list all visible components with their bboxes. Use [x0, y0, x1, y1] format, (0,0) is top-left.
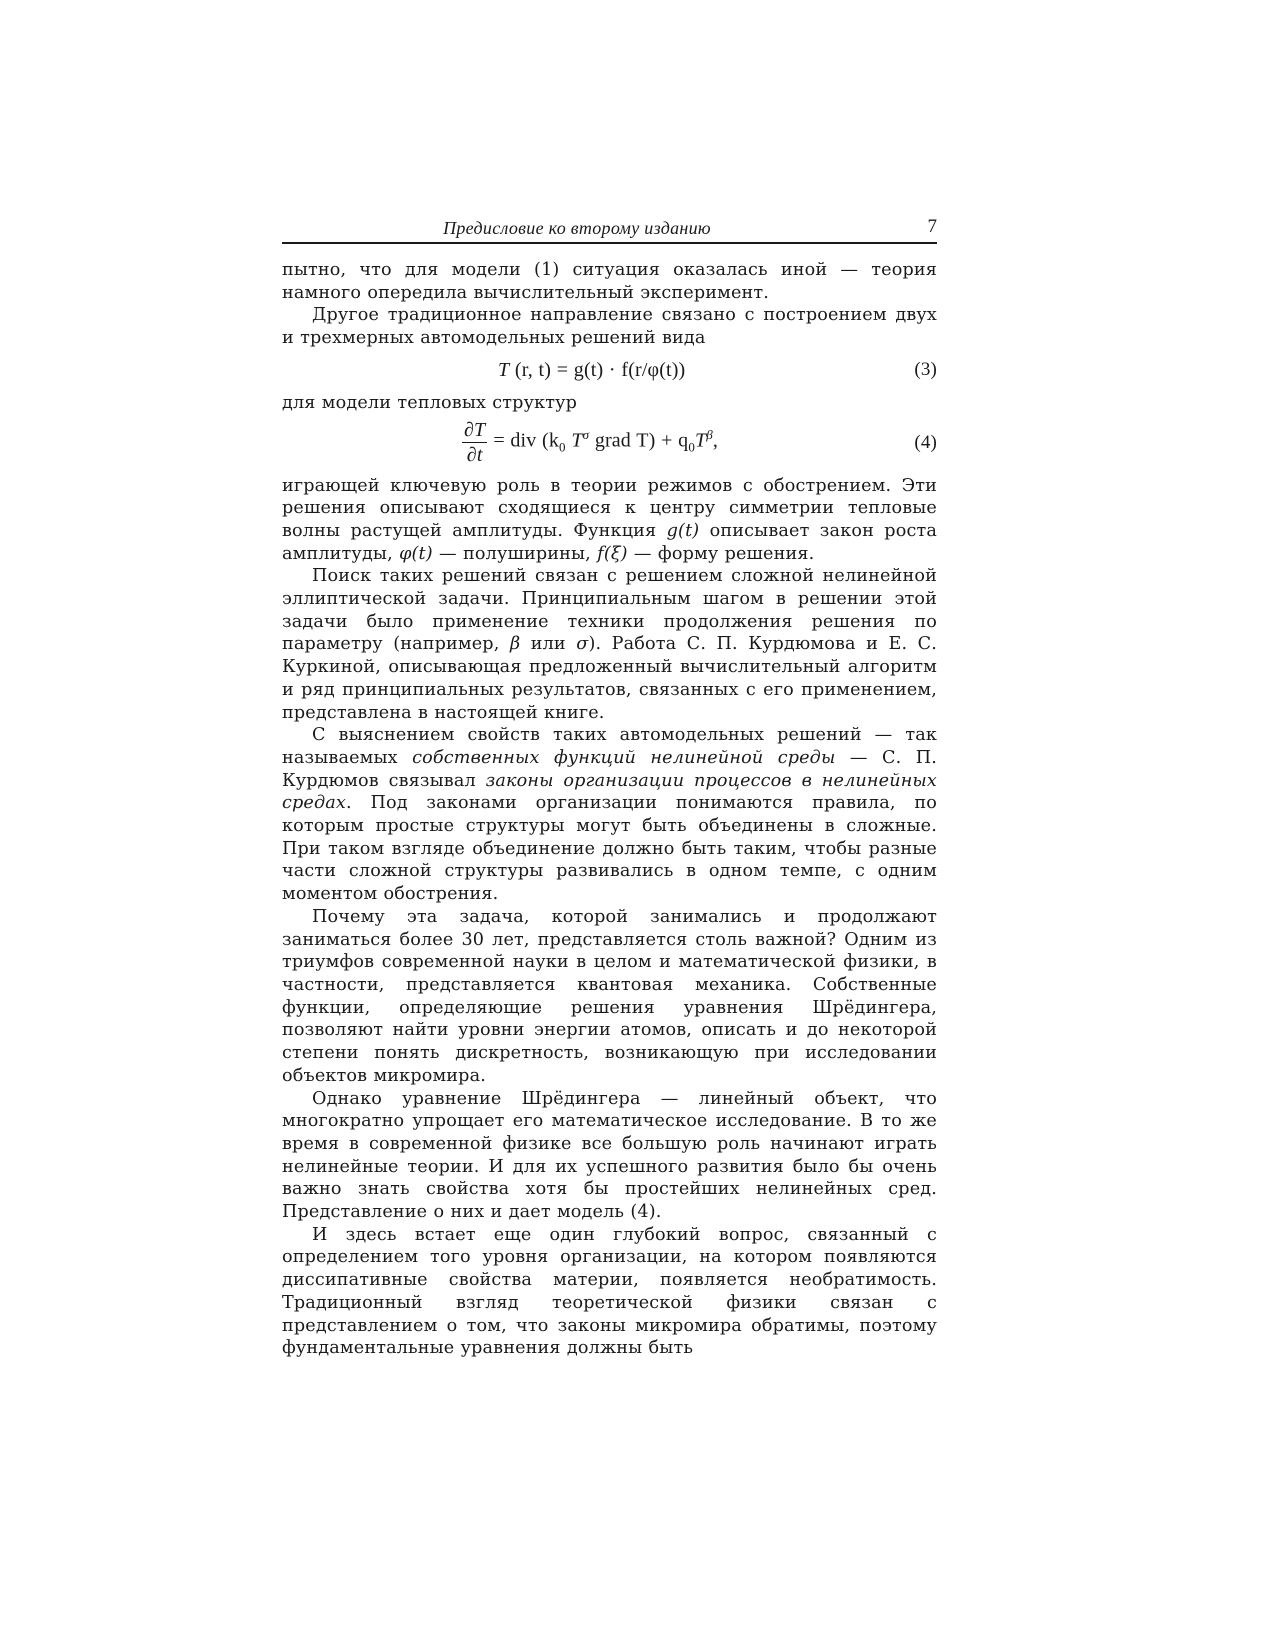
eq3-rhs: = g(t) · f(r/φ(t)): [551, 358, 686, 381]
paragraph-8: Однако уравнение Шрёдингера — линейный объект, что многократно упрощает его математическое исследование. В то же время в современной физике все большую роль начинают играть нелинейные теории. И для их успешного развития было бы очень важно знать свойства хотя бы простейших нелинейных сред. Представление о них и дает модель (4).: [282, 1088, 937, 1223]
equation-4-expression: [462, 419, 718, 466]
paragraph-6-text-b: — С. П. Курдюмов связывал: [282, 747, 937, 791]
eq4-rhs-t: T: [565, 429, 583, 452]
paragraph-4-g: g(t): [666, 520, 700, 541]
equation-3-number: (3): [914, 358, 937, 380]
paragraph-4-f: f(ξ): [597, 543, 628, 564]
eq4-comma: ,: [712, 429, 719, 452]
paragraph-2: Другое традиционное направление связано с построением двух и трехмерных автомодельных решений вида: [282, 305, 937, 349]
book-page: [282, 0, 937, 1651]
eq4-beta-exponent: β: [706, 427, 713, 443]
paragraph-3: для модели тепловых структур: [282, 392, 578, 413]
paragraph-6-text-a: С выяснением свойств таких автомодельных решений — так называемых: [282, 725, 937, 768]
equation-3: [282, 350, 937, 392]
equation-4-number: (4): [914, 431, 937, 453]
paragraph-5-text-a: Поиск таких решений связан с решением сложной нелинейной эллиптической задачи. Принципиальным шагом в решении этой задачи было применение техники продолжения решения по параметру (например,: [282, 566, 937, 655]
paragraph-6-emphasis-2: законы организации процессов в нелинейных средах: [282, 770, 937, 814]
running-header: [282, 216, 937, 244]
paragraph-6: [282, 724, 937, 906]
eq4-sigma-exponent: σ: [582, 427, 590, 443]
paragraph-5-beta: β: [509, 634, 521, 655]
eq3-lhs-t: T: [498, 358, 510, 381]
paragraph-9: И здесь встает еще один глубокий вопрос, связанный с определением того уровня организации, на котором появляются диссипативные свойства материи, появляется необратимость. Традиционный взгляд теоретической физики связан с представлением о том, что законы микромира обратимы, поэтому фундаментальные уравнения должны быть: [282, 1224, 937, 1359]
paragraph-7: Почему эта задача, которой занимались и продолжают заниматься более 30 лет, представляется столь важной? Одним из триумфов современной науки в целом и математической физики, в частности, представляется квантовая механика. Собственные функции, определяющие решения уравнения Шрёдингера, позволяют найти уровни энергии атомов, описать и до некоторой степени понять дискретность, возникающую при исследовании объектов микромира.: [282, 906, 937, 1086]
equation-4: [282, 415, 937, 475]
paragraph-4-text-b: описывает закон роста амплитуды,: [282, 520, 937, 564]
paragraph-1: пытно, что для модели (1) ситуация оказалась иной — теория намного опередила вычислительный эксперимент.: [282, 260, 937, 303]
eq4-rhs-grad: grad T) + q: [589, 429, 689, 452]
paragraph-6-text-c: . Под законами организации понимаются правила, по которым простые структуры могут быть объединены в сложные. При таком взгляде объединение должно быть таким, чтобы разные части сложной структуры развивались в одном темпе, с одним моментом обострения.: [282, 793, 937, 905]
eq4-fraction-numerator: ∂T: [464, 418, 486, 441]
running-title: Предисловие ко второму изданию: [443, 218, 711, 238]
paragraph-4: [282, 475, 937, 566]
equation-3-expression: [498, 359, 685, 382]
eq3-lhs-args: (r, t): [509, 358, 552, 381]
eq4-fraction: [462, 419, 487, 466]
paragraph-4-text-a: играющей ключевую роль в теории режимов с обострением. Эти решения описывают сходящиеся к центру симметрии тепловые волны растущей амплитуды. Функция: [282, 475, 937, 541]
paragraph-4-text-d: — форму решения.: [627, 543, 815, 564]
paragraph-5-or: или: [520, 634, 577, 655]
eq4-k-subscript: 0: [559, 439, 566, 455]
paragraph-4-phi: φ(t): [399, 543, 433, 564]
paragraph-5: [282, 565, 937, 724]
body-text: [282, 259, 937, 1360]
eq4-rhs-div: = div (k: [493, 429, 560, 452]
paragraph-6-emphasis-1: собственных функций нелинейной среды: [412, 747, 836, 768]
eq4-rhs: [493, 424, 718, 459]
eq4-fraction-denominator: ∂t: [466, 443, 483, 466]
paragraph-5-text-b: ). Работа С. П. Курдюмова и Е. С. Куркиной, описывающая предложенный вычислительный алгоритм и ряд принципиальных результатов, связанных с его применением, представлена в настоящей книге.: [282, 634, 937, 723]
eq4-rhs-t2: T: [694, 429, 707, 452]
eq4-q-subscript: 0: [688, 439, 695, 455]
page-number: 7: [927, 216, 937, 237]
paragraph-4-text-c: — полуширины,: [432, 543, 598, 564]
paragraph-5-sigma: σ: [576, 634, 589, 655]
